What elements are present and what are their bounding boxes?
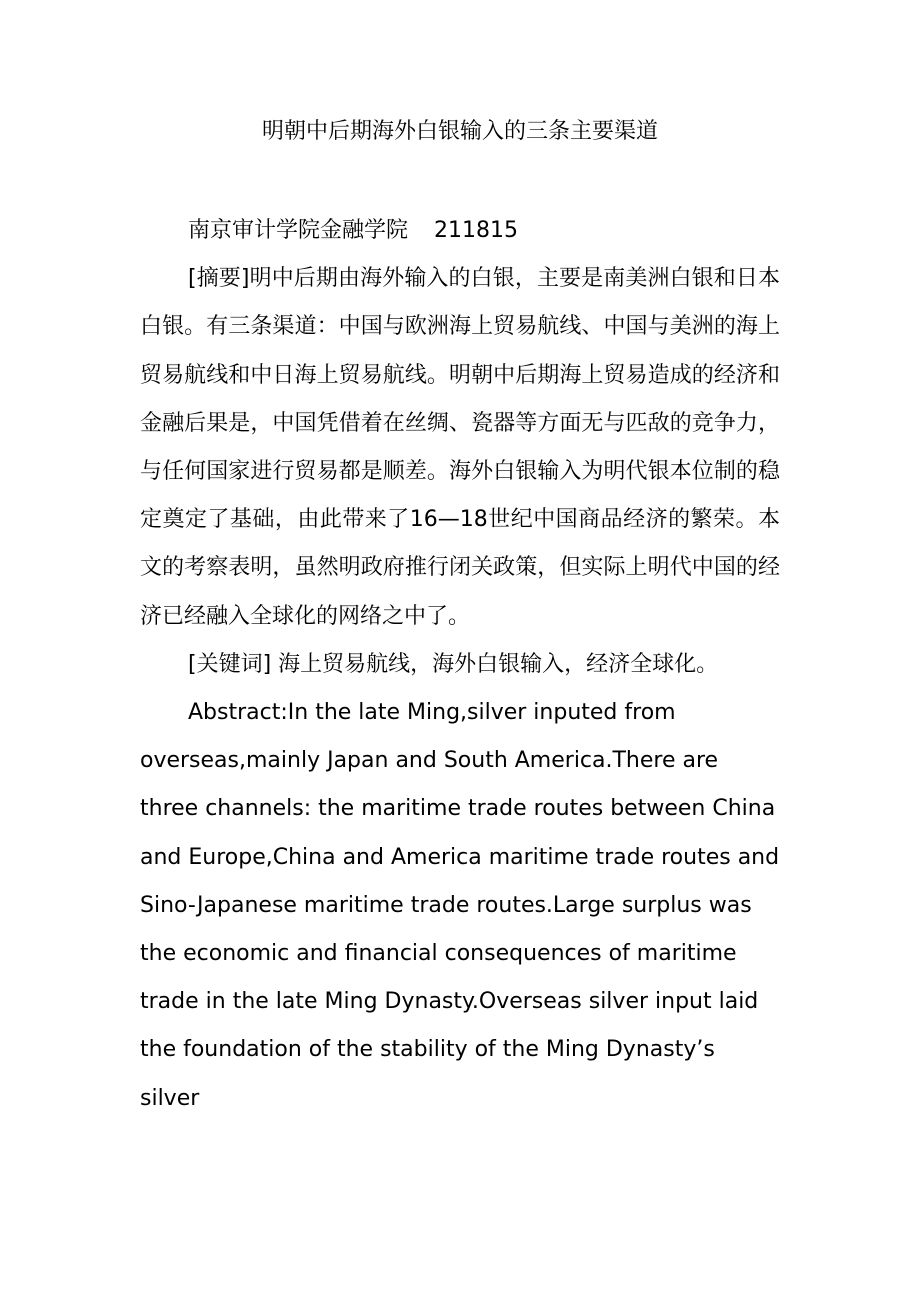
keywords-chinese: [关键词] 海上贸易航线，海外白银输入，经济全球化。 bbox=[188, 651, 719, 677]
affiliation: 南京审计学院金融学院 bbox=[188, 218, 409, 243]
affiliation-line bbox=[140, 207, 780, 255]
abstract-english: Abstract:In the late Ming,silver inputed from overseas,mainly Japan and South America.There are three channels: the maritime trade routes between China and Europe,China and America maritime trade routes and Sino-Japanese maritime trade routes.Large surplus was the economic and financial consequences of maritime trade in the late Ming Dynasty.Overseas silver input laid the foundation of the stability of the Ming Dynasty’s silver bbox=[140, 700, 780, 1111]
postal-code: 211815 bbox=[434, 218, 518, 243]
document-title: 明朝中后期海外白银输入的三条主要渠道 bbox=[261, 119, 658, 144]
document-body bbox=[140, 207, 780, 1123]
abstract-chinese: [摘要]明中后期由海外输入的白银，主要是南美洲白银和日本白银。有三条渠道：中国与欧洲海上贸易航线、中国与美洲的海上贸易航线和中日海上贸易航线。明朝中后期海上贸易造成的经济和金融后果是，中国凭借着在丝绸、瓷器等方面无与匹敌的竞争力，与任何国家进行贸易都是顺差。海外白银输入为明代银本位制的稳定奠定了基础，由此带来了16—18世纪中国商品经济的繁荣。本文的考察表明，虽然明政府推行闭关政策，但实际上明代中国的经济已经融入全球化的网络之中了。 bbox=[140, 266, 780, 629]
